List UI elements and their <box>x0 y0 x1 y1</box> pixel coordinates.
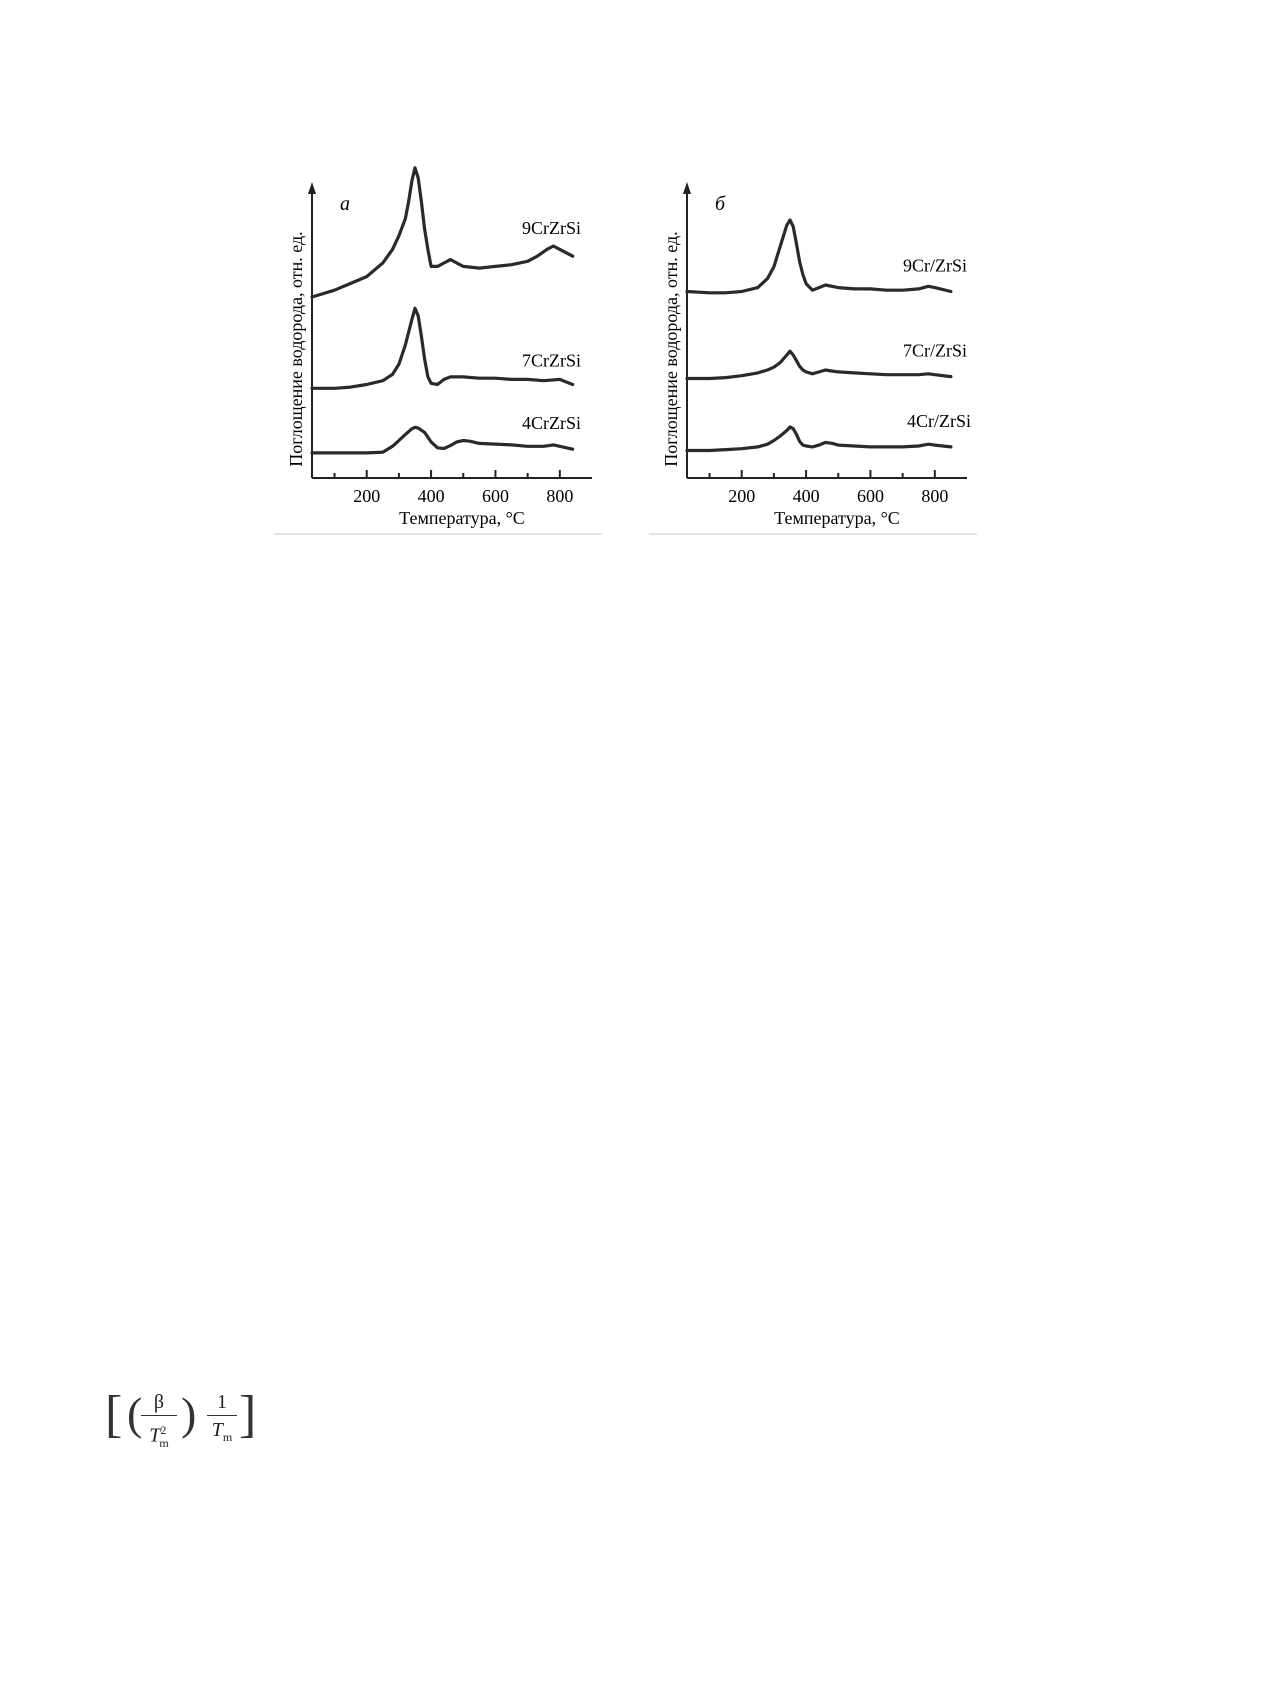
formula-paren-left: ( <box>127 1388 143 1439</box>
formula-bracket-right: ] <box>239 1386 257 1443</box>
series-label: 9Cr/ZrSi <box>903 255 968 276</box>
x-tick-label: 600 <box>481 486 509 506</box>
series-label: 4Cr/ZrSi <box>907 410 972 431</box>
formula-frac1-den-symbol: T <box>149 1424 161 1447</box>
x-tick-label: 400 <box>792 486 820 506</box>
formula-frac1-numerator: β <box>153 1391 165 1413</box>
x-axis-label: Температура, °С <box>774 508 900 528</box>
series-line-7crzrsi <box>312 308 573 388</box>
x-tick-label: 600 <box>856 486 884 506</box>
formula-frac2-den-symbol: T <box>211 1419 223 1441</box>
formula-bracket-left: [ <box>105 1386 123 1443</box>
y-axis-arrow <box>308 182 316 194</box>
x-tick-label: 800 <box>546 486 574 506</box>
formula-paren-right: ) <box>181 1388 197 1439</box>
x-tick-label: 400 <box>417 486 445 506</box>
formula-frac2-den-sub: m <box>222 1430 233 1444</box>
y-axis-label: Поглощение водорода, отн. ед. <box>661 231 681 467</box>
panel-letter: а <box>340 193 350 215</box>
formula-frac1-denominator <box>139 1416 179 1457</box>
series-label: 4CrZrSi <box>522 413 582 434</box>
series-label: 7CrZrSi <box>522 350 582 371</box>
formula-fraction-beta <box>139 1389 179 1457</box>
formula-frac1-den-sub: m <box>159 1435 169 1450</box>
chart-svg-b <box>657 170 1007 570</box>
x-tick-label: 800 <box>921 486 949 506</box>
series-label: 9CrZrSi <box>522 218 582 239</box>
x-tick-label: 200 <box>728 486 756 506</box>
formula-fragment <box>105 1385 257 1465</box>
series-label: 7Cr/ZrSi <box>903 340 968 361</box>
formula-fraction-one <box>205 1389 239 1451</box>
formula-frac2-denominator <box>205 1416 239 1451</box>
x-axis-label: Температура, °С <box>399 508 525 528</box>
x-tick-label: 200 <box>353 486 381 506</box>
panel-letter: б <box>715 193 726 215</box>
formula-frac1-den-sup: 2 <box>160 1423 167 1437</box>
chart-svg-a <box>282 170 632 570</box>
chart-panel-a <box>282 170 632 570</box>
chart-panel-b <box>657 170 1007 570</box>
y-axis-arrow <box>683 182 691 194</box>
y-axis-label: Поглощение водорода, отн. ед. <box>286 231 306 467</box>
formula-frac2-numerator: 1 <box>217 1391 227 1413</box>
